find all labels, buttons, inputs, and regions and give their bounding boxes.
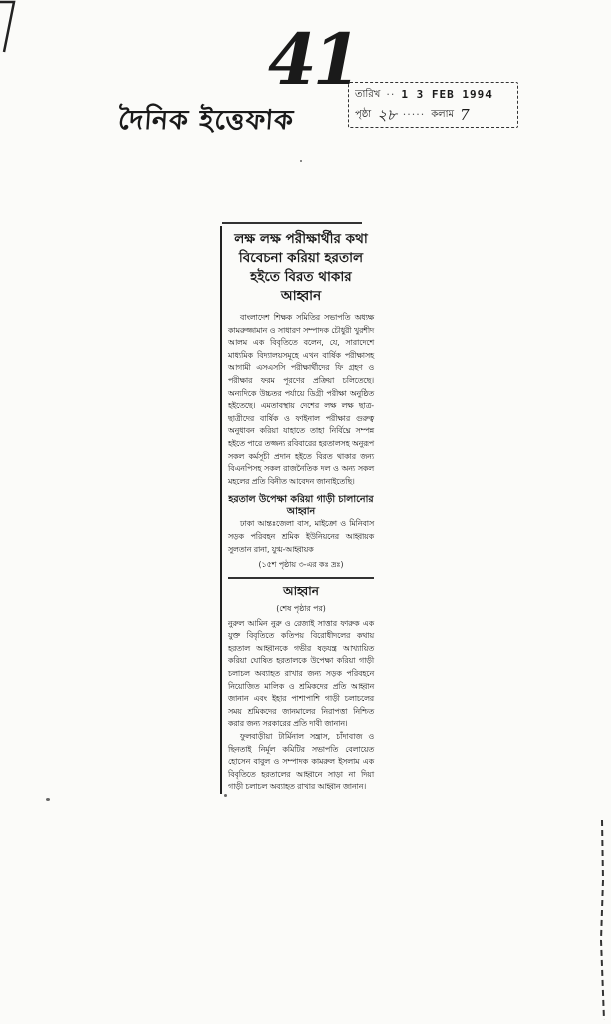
folded-corner-mark (0, 0, 30, 60)
section-divider (228, 577, 374, 579)
date-stamp (348, 82, 518, 128)
stamp-date-label: তারিখ (355, 89, 381, 100)
stamp-page-value: ২৮ (377, 106, 397, 124)
continuation-subtitle: (শেষ পৃষ্ঠার পর) (276, 603, 326, 613)
stamp-date-value: 1 3 FEB 1994 (401, 88, 493, 101)
article-subhead: হরতাল উপেক্ষা করিয়া গাড়ী চালানোর আহ্বান (228, 494, 374, 518)
scan-speck (300, 160, 302, 162)
newspaper-clipping (220, 226, 374, 794)
article-body-2: ঢাকা আন্তঃজেলা বাস, মাইক্রো ও মিনিবাস সড়ক পরিবহন শ্রমিক ইউনিয়নের আহ্বায়ক সুলতান রানা, যুগ্ম-আহ্বায়ক (228, 519, 374, 554)
stamp-column-value: 7 (460, 106, 470, 124)
stamp-dots: ·· (386, 88, 396, 101)
stamp-date-row (355, 85, 511, 105)
article-headline: লক্ষ লক্ষ পরীক্ষার্থীর কথা বিবেচনা করিয়া হরতাল হইতে বিরত থাকার আহ্বান (234, 231, 368, 304)
scan-speck (224, 794, 227, 797)
continuation-body: নুরুল আমিন নুরু ও রেজাই সাত্তার ফারুক এক যুক্ত বিবৃতিতে কতিপয় বিরোধীদলের কথায় হরতাল আহ্বানকে গভীর ষড়যন্ত্র আখ্যায়িত করিয়া ঘোষিত হরতালকে উপেক্ষা করিয়া গাড়ী চলাচল অব্যাহত রাখার জন্য সড়ক পরিবহনে নিয়োজিত মালিক ও শ্রমিকদের প্রতি আহ্বান জানান এবং ইহার পাশাপাশি গাড়ী চলাচলের সময় শ্রমিকদের জানমালের নিরাপত্তা নিশ্চিত করার জন্য সরকারের প্রতি দাবী জানান। (228, 618, 374, 729)
newspaper-masthead: দৈনিক ইত্তেফাক (117, 105, 296, 136)
stamp-page-row (355, 105, 511, 125)
continuation-title: আহ্বান (283, 583, 319, 598)
stamp-dots: ····· (402, 108, 426, 121)
article-body: বাংলাদেশ শিক্ষক সমিতির সভাপতি অধ্যক্ষ কামরুজ্জামান ও সাধারণ সম্পাদক চৌধুরী খুরশীদ আলম এক বিবৃতিতে বলেন, যে, সারাদেশে মাধ্যমিক বিদ্যালয়সমূহে এখন বার্ষিক পরীক্ষাসহ আগামী এসএসসি পরীক্ষার্থীদের ফি গ্রহণ ও পরীক্ষার ফরম পূরণের প্রক্রিয়া চলিতেছে। অন্যদিকে উচ্চতর পর্যায়ে ডিগ্রী পরীক্ষা অনুষ্ঠিত হইতেছে। এমতাবস্থায় দেশের লক্ষ লক্ষ ছাত্র-ছাত্রীদের বার্ষিক ও ফাইনাল পরীক্ষার গুরুত্ব অনুধাবন করিয়া যাহাতে তাহা নির্বিঘ্নে সম্পন্ন হইতে পারে তজ্জন্য রবিবারের হরতালসহ অনুরূপ সকল কর্মসূচী প্রদান হইতে বিরত থাকার জন্য বিএনপিসহ সকল রাজনৈতিক দল ও অন্য সকল মহলের প্রতি বিনীত আবেদন জানাইতেছি। (228, 313, 374, 486)
continuation-body-2: ফুলবাড়ীয়া টার্মিনাল সন্ত্রাস, চাঁদাবাজ ও ছিনতাই নির্মূল কমিটির সভাপতি বেলায়েত হোসেন বাবুল ও সম্পাদক কামরুল ইসলাম এক বিবৃতিতে হরতালের আহ্বানে সাড়া না দিয়া গাড়ী চলাচল অব্যাহত রাখার আহ্বান জানান। (228, 731, 374, 792)
scan-speck (46, 798, 50, 801)
stamp-page-label: পৃষ্ঠা (355, 109, 372, 120)
stamp-column-label: কলাম (431, 109, 455, 120)
handwritten-page-number: 41 (268, 18, 358, 101)
continued-note: (১৫শ পৃষ্ঠায় ৩-এর কঃ দ্রঃ) (258, 560, 344, 570)
page-edge-mark (596, 820, 608, 1020)
clipping-top-rule (222, 222, 362, 224)
